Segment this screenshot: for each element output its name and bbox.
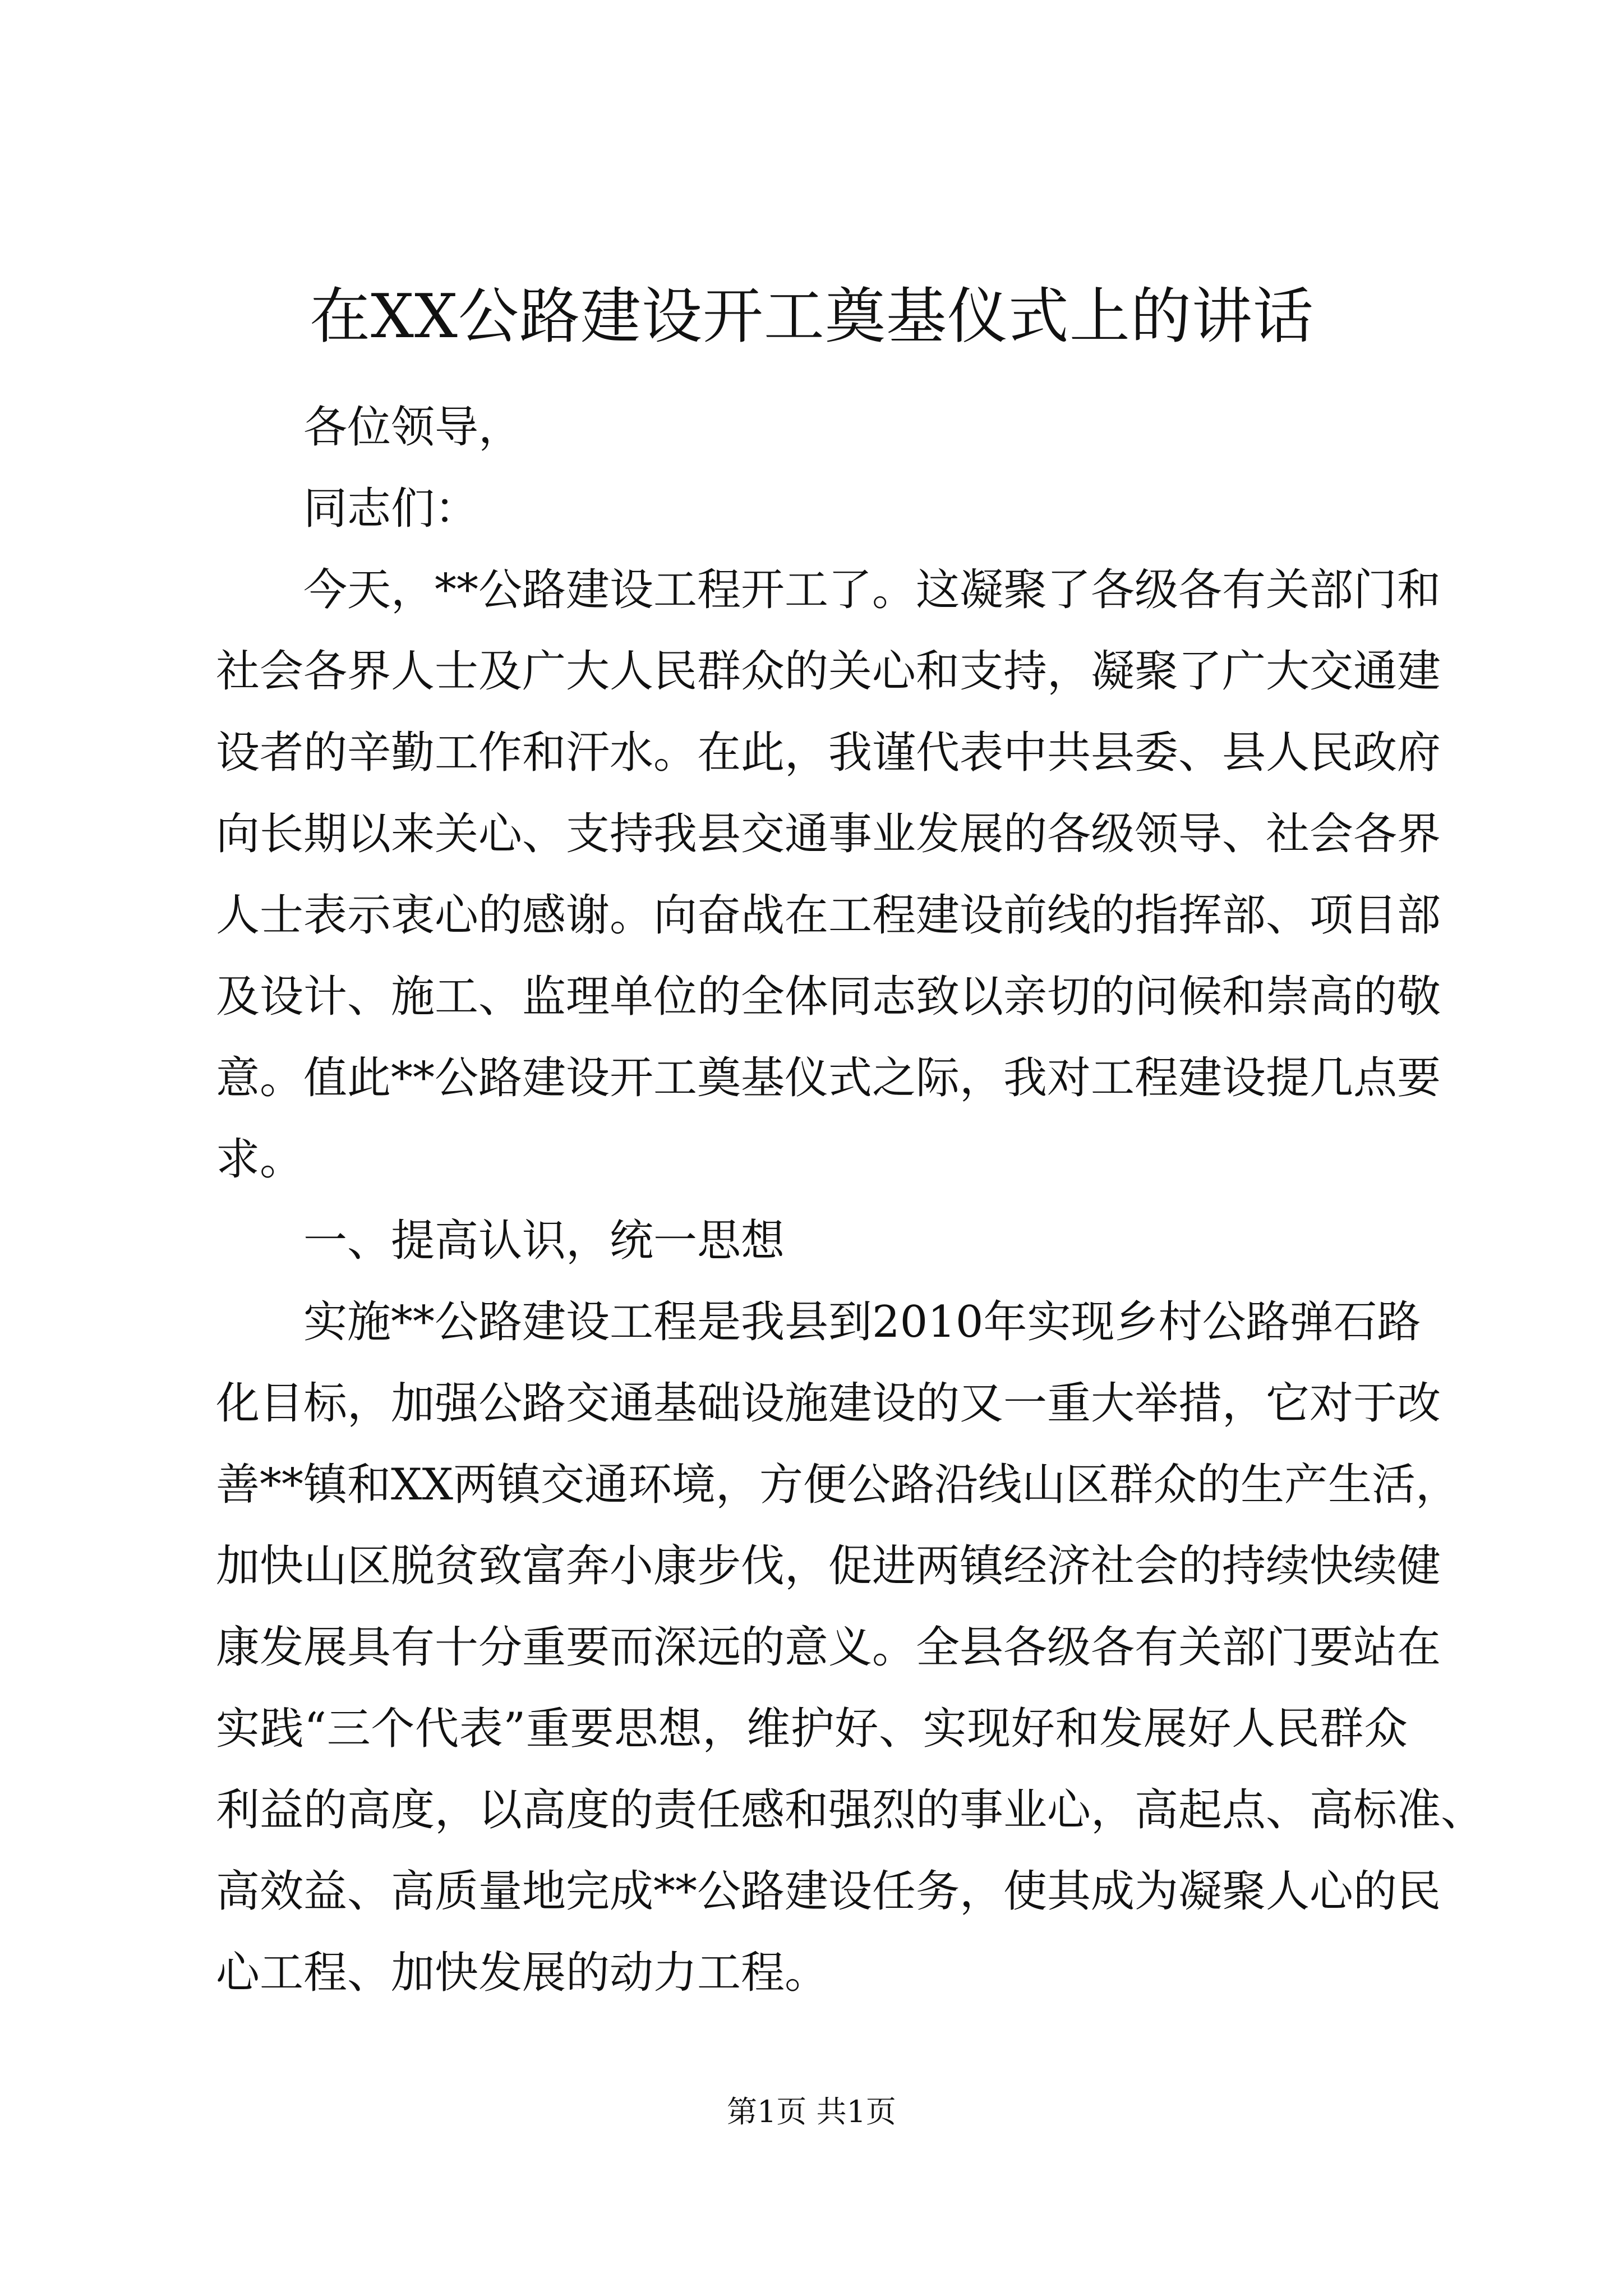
paragraph-2 bbox=[216, 1282, 1485, 2014]
text-line: 实施**公路建设工程是我县到2010年实现乡村公路弹石路 bbox=[303, 1297, 1421, 1347]
text-line: 利益的高度，以高度的责任感和强烈的事业心，高起点、高标准、 bbox=[216, 1785, 1485, 1835]
section-heading: 一、提高认识，统一思想 bbox=[303, 1216, 785, 1266]
text-line: 求。 bbox=[216, 1134, 304, 1185]
text-line: 心工程、加快发展的动力工程。 bbox=[216, 1948, 829, 1998]
salutation-line: 各位领导， bbox=[303, 402, 523, 453]
text-line: 高效益、高质量地完成**公路建设任务，使其成为凝聚人心的民 bbox=[216, 1866, 1441, 1917]
paragraph-1 bbox=[216, 550, 1441, 1200]
salutation-line: 同志们： bbox=[303, 484, 479, 534]
text-line: 善**镇和XX两镇交通环境，方便公路沿线山区群众的生产生活， bbox=[216, 1460, 1460, 1510]
document-body bbox=[216, 387, 1485, 2014]
text-line: 实践“三个代表”重要思想，维护好、实现好和发展好人民群众 bbox=[216, 1704, 1408, 1754]
text-line: 设者的辛勤工作和汗水。在此，我谨代表中共县委、县人民政府 bbox=[216, 728, 1441, 778]
text-line: 人士表示衷心的感谢。向奋战在工程建设前线的指挥部、项目部 bbox=[216, 890, 1441, 941]
document-title: 在XX公路建设开工奠基仪式上的讲话 bbox=[310, 282, 1314, 352]
text-line: 加快山区脱贫致富奔小康步伐，促进两镇经济社会的持续快续健 bbox=[216, 1541, 1441, 1591]
text-line: 及设计、施工、监理单位的全体同志致以亲切的问候和崇高的敬 bbox=[216, 972, 1441, 1022]
text-line: 向长期以来关心、支持我县交通事业发展的各级领导、社会各界 bbox=[216, 809, 1441, 859]
page-footer: 第1页 共1页 bbox=[727, 2094, 896, 2129]
text-line: 意。值此**公路建设开工奠基仪式之际，我对工程建设提几点要 bbox=[216, 1053, 1441, 1103]
text-line: 今天，**公路建设工程开工了。这凝聚了各级各有关部门和 bbox=[303, 565, 1441, 615]
text-line: 化目标，加强公路交通基础设施建设的又一重大举措，它对于改 bbox=[216, 1378, 1441, 1429]
text-line: 康发展具有十分重要而深远的意义。全县各级各有关部门要站在 bbox=[216, 1622, 1441, 1673]
text-line: 社会各界人士及广大人民群众的关心和支持，凝聚了广大交通建 bbox=[216, 646, 1441, 697]
